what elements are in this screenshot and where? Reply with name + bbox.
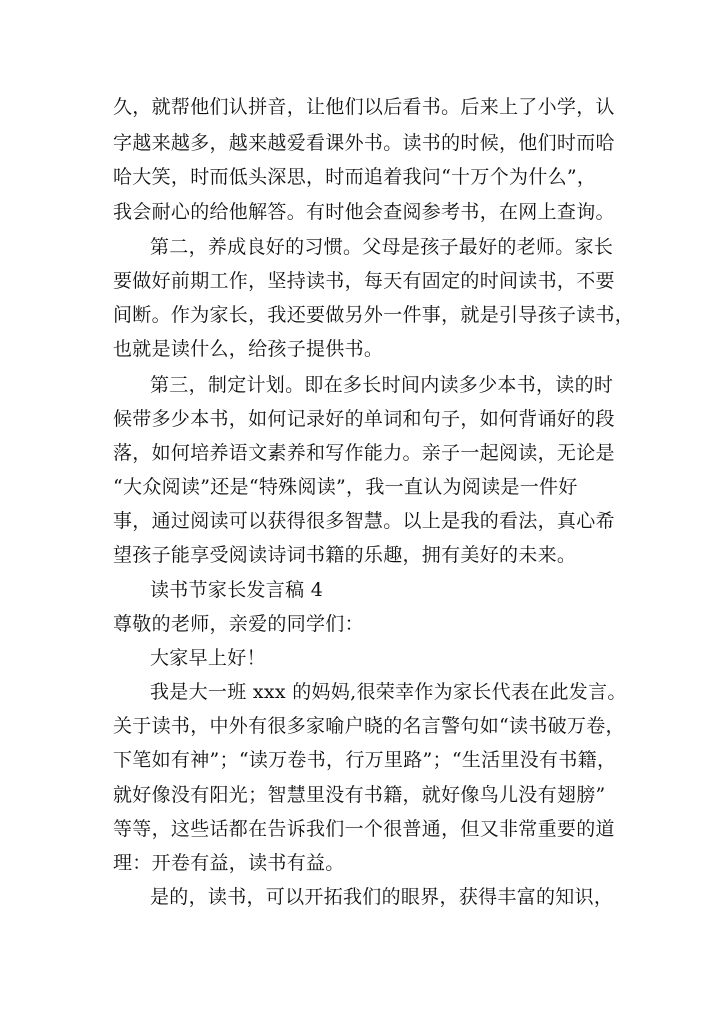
paragraph-line: 关于读书，中外有很多家喻户晓的名言警句如“读书破万卷， — [113, 715, 625, 737]
paragraph-line: 也就是读什么，给孩子提供书。 — [113, 338, 384, 360]
paragraph-line: 候带多少本书，如何记录好的单词和句子，如何背诵好的段 — [113, 408, 615, 430]
paragraph-line: 等等，这些话都在告诉我们一个很普通，但又非常重要的道 — [113, 818, 615, 840]
paragraph-line: 理：开卷有益，读书有益。 — [113, 852, 345, 874]
paragraph-line: “大众阅读”还是“特殊阅读”，我一直认为阅读是一件好 — [113, 476, 578, 498]
paragraph-line: 落，如何培养语文素养和写作能力。亲子一起阅读，无论是 — [113, 442, 615, 464]
salutation: 尊敬的老师，亲爱的同学们： — [113, 613, 364, 635]
paragraph-line: 第三，制定计划。即在多长时间内读多少本书，读的时 — [150, 374, 614, 396]
paragraph-line: 第二，养成良好的习惯。父母是孩子最好的老师。家长 — [150, 236, 614, 258]
paragraph-line: 事，通过阅读可以获得很多智慧。以上是我的看法，真心希 — [113, 510, 615, 532]
paragraph-line: 望孩子能享受阅读诗词书籍的乐趣，拥有美好的未来。 — [113, 544, 577, 566]
paragraph-line: 要做好前期工作，坚持读书，每天有固定的时间读书，不要 — [113, 270, 615, 292]
paragraph-line: 久，就帮他们认拼音，让他们以后看书。后来上了小学，认 — [113, 96, 615, 118]
paragraph-line: 字越来越多，越来越爱看课外书。读书的时候，他们时而哈 — [113, 132, 615, 154]
paragraph-line: 下笔如有神”；“读万卷书，行万里路”；“生活里没有书籍， — [113, 749, 617, 771]
paragraph-line: 我是大一班 xxx 的妈妈,很荣幸作为家长代表在此发言。 — [150, 681, 627, 703]
paragraph-line: 间断。作为家长，我还要做另外一件事，就是引导孩子读书， — [113, 304, 635, 326]
section-heading: 读书节家长发言稿 4 — [150, 579, 324, 601]
paragraph-line: 我会耐心的给他解答。有时他会查阅参考书，在网上查询。 — [113, 201, 615, 223]
paragraph-line: 是的，读书，可以开拓我们的眼界，获得丰富的知识， — [150, 886, 614, 908]
paragraph-line: 哈大笑，时而低头深思，时而追着我问“十万个为什么”， — [113, 166, 597, 188]
paragraph-line: 就好像没有阳光；智慧里没有书籍，就好像鸟儿没有翅膀” — [113, 784, 606, 806]
greeting: 大家早上好！ — [150, 647, 266, 669]
